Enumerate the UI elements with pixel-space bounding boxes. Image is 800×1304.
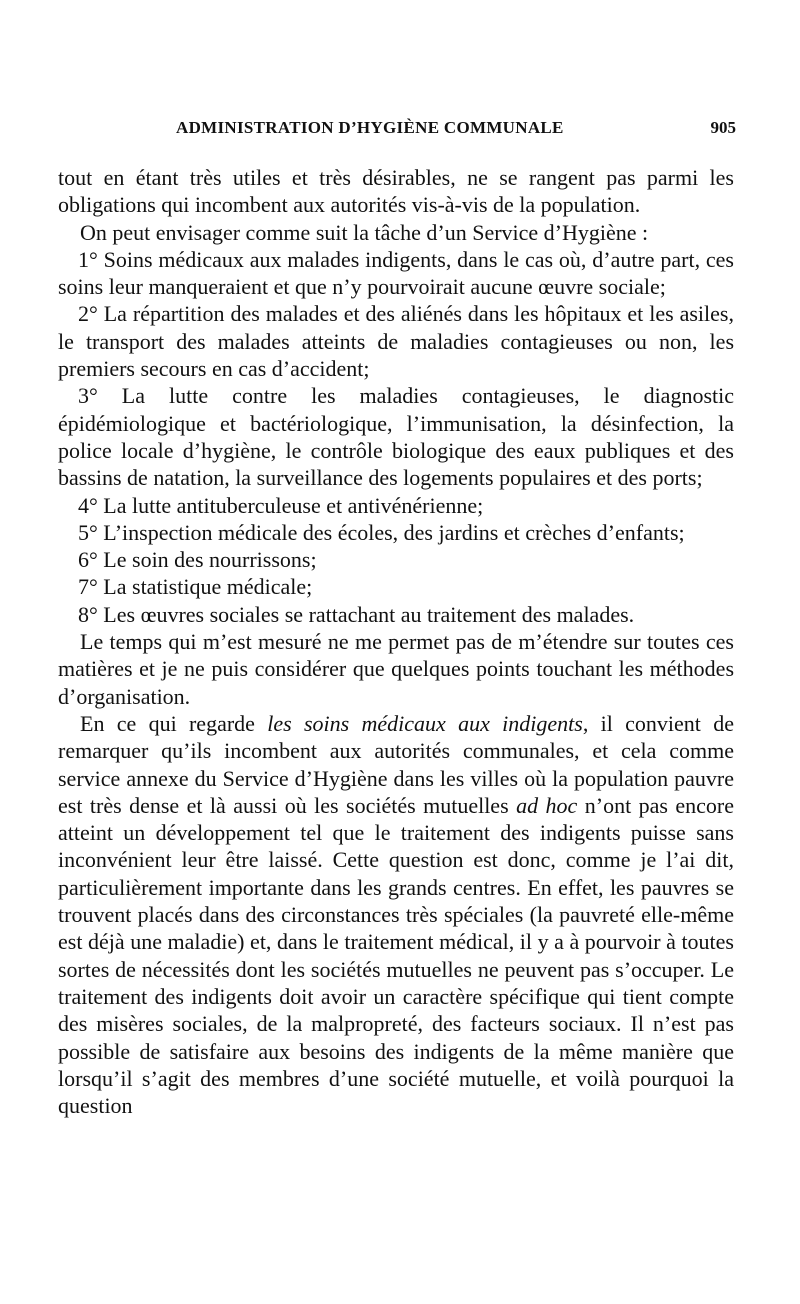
paragraph-continuation: tout en étant très utiles et très désirables, ne se rangent pas parmi les obligations qui incombent aux autorités vis-à-vis de la population. <box>58 165 734 218</box>
paragraph-text-start: En ce qui regarde <box>80 710 268 736</box>
italic-phrase-soins: les soins médicaux aux indigents <box>267 710 583 736</box>
document-page <box>58 118 734 1119</box>
list-item-5: 5° L’inspection médicale des écoles, des jardins et crèches d’enfants; <box>78 519 685 545</box>
body-text <box>58 164 734 1119</box>
italic-phrase-ad-hoc: ad hoc <box>516 792 578 818</box>
paragraph-indigents <box>58 710 734 1119</box>
list-item-1: 1° Soins médicaux aux malades indigents, dans le cas où, d’autre part, ces soins leur manqueraient et que n’y pourvoirait aucune œuvre sociale; <box>58 246 734 300</box>
list-item-7: 7° La statistique médicale; <box>78 574 313 600</box>
paragraph-text-middle: , il convient de remarquer qu’ils incombent aux autorités communales, et cela comme service annexe du Service d’Hygiène dans les villes où la population pauvre est très dense et là aussi où les sociétés mutuelles <box>58 710 734 818</box>
running-header <box>58 118 734 158</box>
header-title: ADMINISTRATION D’HYGIÈNE COMMUNALE <box>176 118 564 137</box>
list-item-3: 3° La lutte contre les maladies contagieuses, le diagnostic épidémiologique et bactériologique, l’immunisation, la désinfection, la police locale d’hygiène, le contrôle biologique des eaux publiques et des bassins de natation, la surveillance des logements populaires et des ports; <box>58 383 734 491</box>
list-item-4: 4° La lutte antituberculeuse et antivénérienne; <box>78 492 484 518</box>
paragraph-text-end: n’ont pas encore atteint un développement tel que le traitement des indigents puisse sans inconvénient leur être laissé. Cette question est donc, comme je l’ai dit, particulièrement importante dans les grands centres. En effet, les pauvres se trouvent placés dans des circonstances très spéciales (la pauvreté elle-même est déjà une maladie) et, dans le traitement médical, il y a à pourvoir à toutes sortes de nécessités dont les sociétés mutuelles ne peuvent pas s’occuper. Le traitement des indigents doit avoir un caractère spécifique qui tient compte des misères sociales, de la malpropreté, des facteurs sociaux. Il n’est pas possible de satisfaire aux besoins des indigents de la même manière que lorsqu’il s’agit des membres d’une société mutuelle, et voilà pourquoi la question <box>58 792 735 1119</box>
page-number: 905 <box>710 118 736 137</box>
list-item-8: 8° Les œuvres sociales se rattachant au traitement des malades. <box>78 601 635 627</box>
paragraph-intro: On peut envisager comme suit la tâche d’un Service d’Hygiène : <box>80 219 649 245</box>
list-item-2: 2° La répartition des malades et des aliénés dans les hôpitaux et les asiles, le transport des malades atteints de maladies contagieuses ou non, les premiers secours en cas d’accident; <box>58 301 734 382</box>
list-item-6: 6° Le soin des nourrissons; <box>78 547 317 573</box>
paragraph-time: Le temps qui m’est mesuré ne me permet pas de m’étendre sur toutes ces matières et je ne puis considérer que quelques points touchant les méthodes d’organisation. <box>58 629 734 709</box>
